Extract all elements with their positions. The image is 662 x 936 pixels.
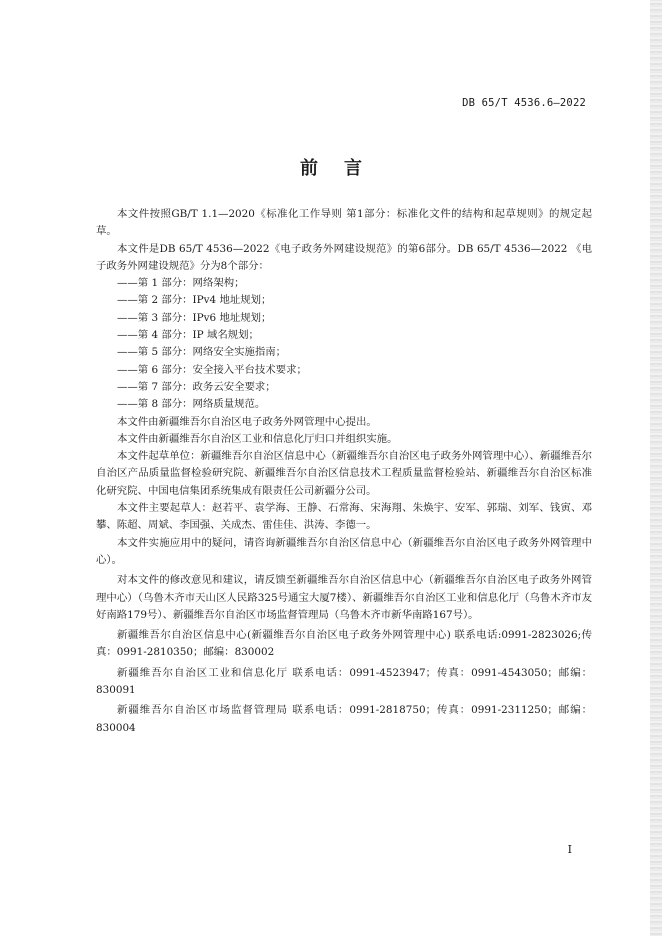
- contact-industry-dept: 新疆维吾尔自治区工业和信息化厅 联系电话：0991-4523947；传真：0991-4543050；邮编：830091: [96, 666, 592, 697]
- paragraph-drafters: 本文件主要起草人：赵若平、袁学海、王静、石常海、宋海翔、朱焕宇、安军、郭瑞、刘军、钱寅、邓攀、陈超、周斌、李国强、关成杰、雷佳佳、洪涛、李德一。: [96, 502, 592, 532]
- contact-info-center: 新疆维吾尔自治区信息中心(新疆维吾尔自治区电子政务外网管理中心) 联系电话:0991-2823026;传真：0991-2810350；邮编：830002: [96, 629, 592, 659]
- foreword-body: [96, 206, 592, 737]
- title-char-1: 前: [300, 158, 318, 179]
- paragraph-proposer: 本文件由新疆维吾尔自治区电子政务外网管理中心提出。: [117, 415, 377, 428]
- paragraph-drafting-units: 本文件起草单位：新疆维吾尔自治区信息中心（新疆维吾尔自治区电子政务外网管理中心）、新疆维吾尔自治区产品质量监督检验研究院、新疆维吾尔自治区信息技术工程质量监督检验站、新疆维吾尔自治区标准化研究院、中国电信集团系统集成有限责任公司新疆分公司。: [96, 450, 592, 497]
- paragraph-series-intro: 本文件是DB 65/T 4536—2022《电子政务外网建设规范》的第6部分。DB 65/T 4536—2022 《电子政务外网建设规范》分为8个部分：: [96, 242, 592, 272]
- list-item-part-3: ——第 3 部分：IPv6 地址规划；: [117, 311, 272, 324]
- title-char-2: 言: [344, 158, 362, 179]
- paragraph-administrator: 本文件由新疆维吾尔自治区工业和信息化厅归口并组织实施。: [117, 432, 398, 445]
- list-item-part-5: ——第 5 部分：网络安全实施指南；: [117, 346, 287, 359]
- list-item-part-7: ——第 7 部分：政务云安全要求；: [117, 380, 276, 393]
- list-item-part-6: ——第 6 部分：安全接入平台技术要求；: [117, 363, 307, 376]
- paragraph-inquiries: 本文件实施应用中的疑问，请咨询新疆维吾尔自治区信息中心（新疆维吾尔自治区电子政务外网管理中心）。: [96, 536, 592, 566]
- contact-market-bureau: 新疆维吾尔自治区市场监督管理局 联系电话：0991-2818750；传真：0991-2311250；邮编：830004: [96, 704, 592, 734]
- list-item-part-1: ——第 1 部分：网络架构；: [117, 277, 245, 290]
- scan-edge-strip: [650, 0, 662, 936]
- standard-code: DB 65/T 4536.6—2022: [462, 97, 586, 109]
- page-title: [0, 154, 662, 180]
- list-item-part-4: ——第 4 部分：IP 域名规划；: [117, 329, 259, 342]
- paragraph-feedback: 对本文件的修改意见和建议，请反馈至新疆维吾尔自治区信息中心（新疆维吾尔自治区电子政务外网管理中心）（乌鲁木齐市天山区人民路325号通宝大厦7楼）、新疆维吾尔自治区工业和信息化厅（乌鲁木齐市友好南路179号）、新疆维吾尔自治区市场监督管理局（乌鲁木齐市新华南路167号）。: [96, 574, 592, 621]
- page-number: I: [567, 843, 572, 856]
- list-item-part-8: ——第 8 部分：网络质量规范。: [117, 398, 266, 411]
- list-item-part-2: ——第 2 部分：IPv4 地址规划；: [117, 294, 272, 307]
- paragraph-drafting-rules: 本文件按照GB/T 1.1—2020《标准化工作导则 第1部分：标准化文件的结构和起草规则》的规定起草。: [96, 208, 592, 238]
